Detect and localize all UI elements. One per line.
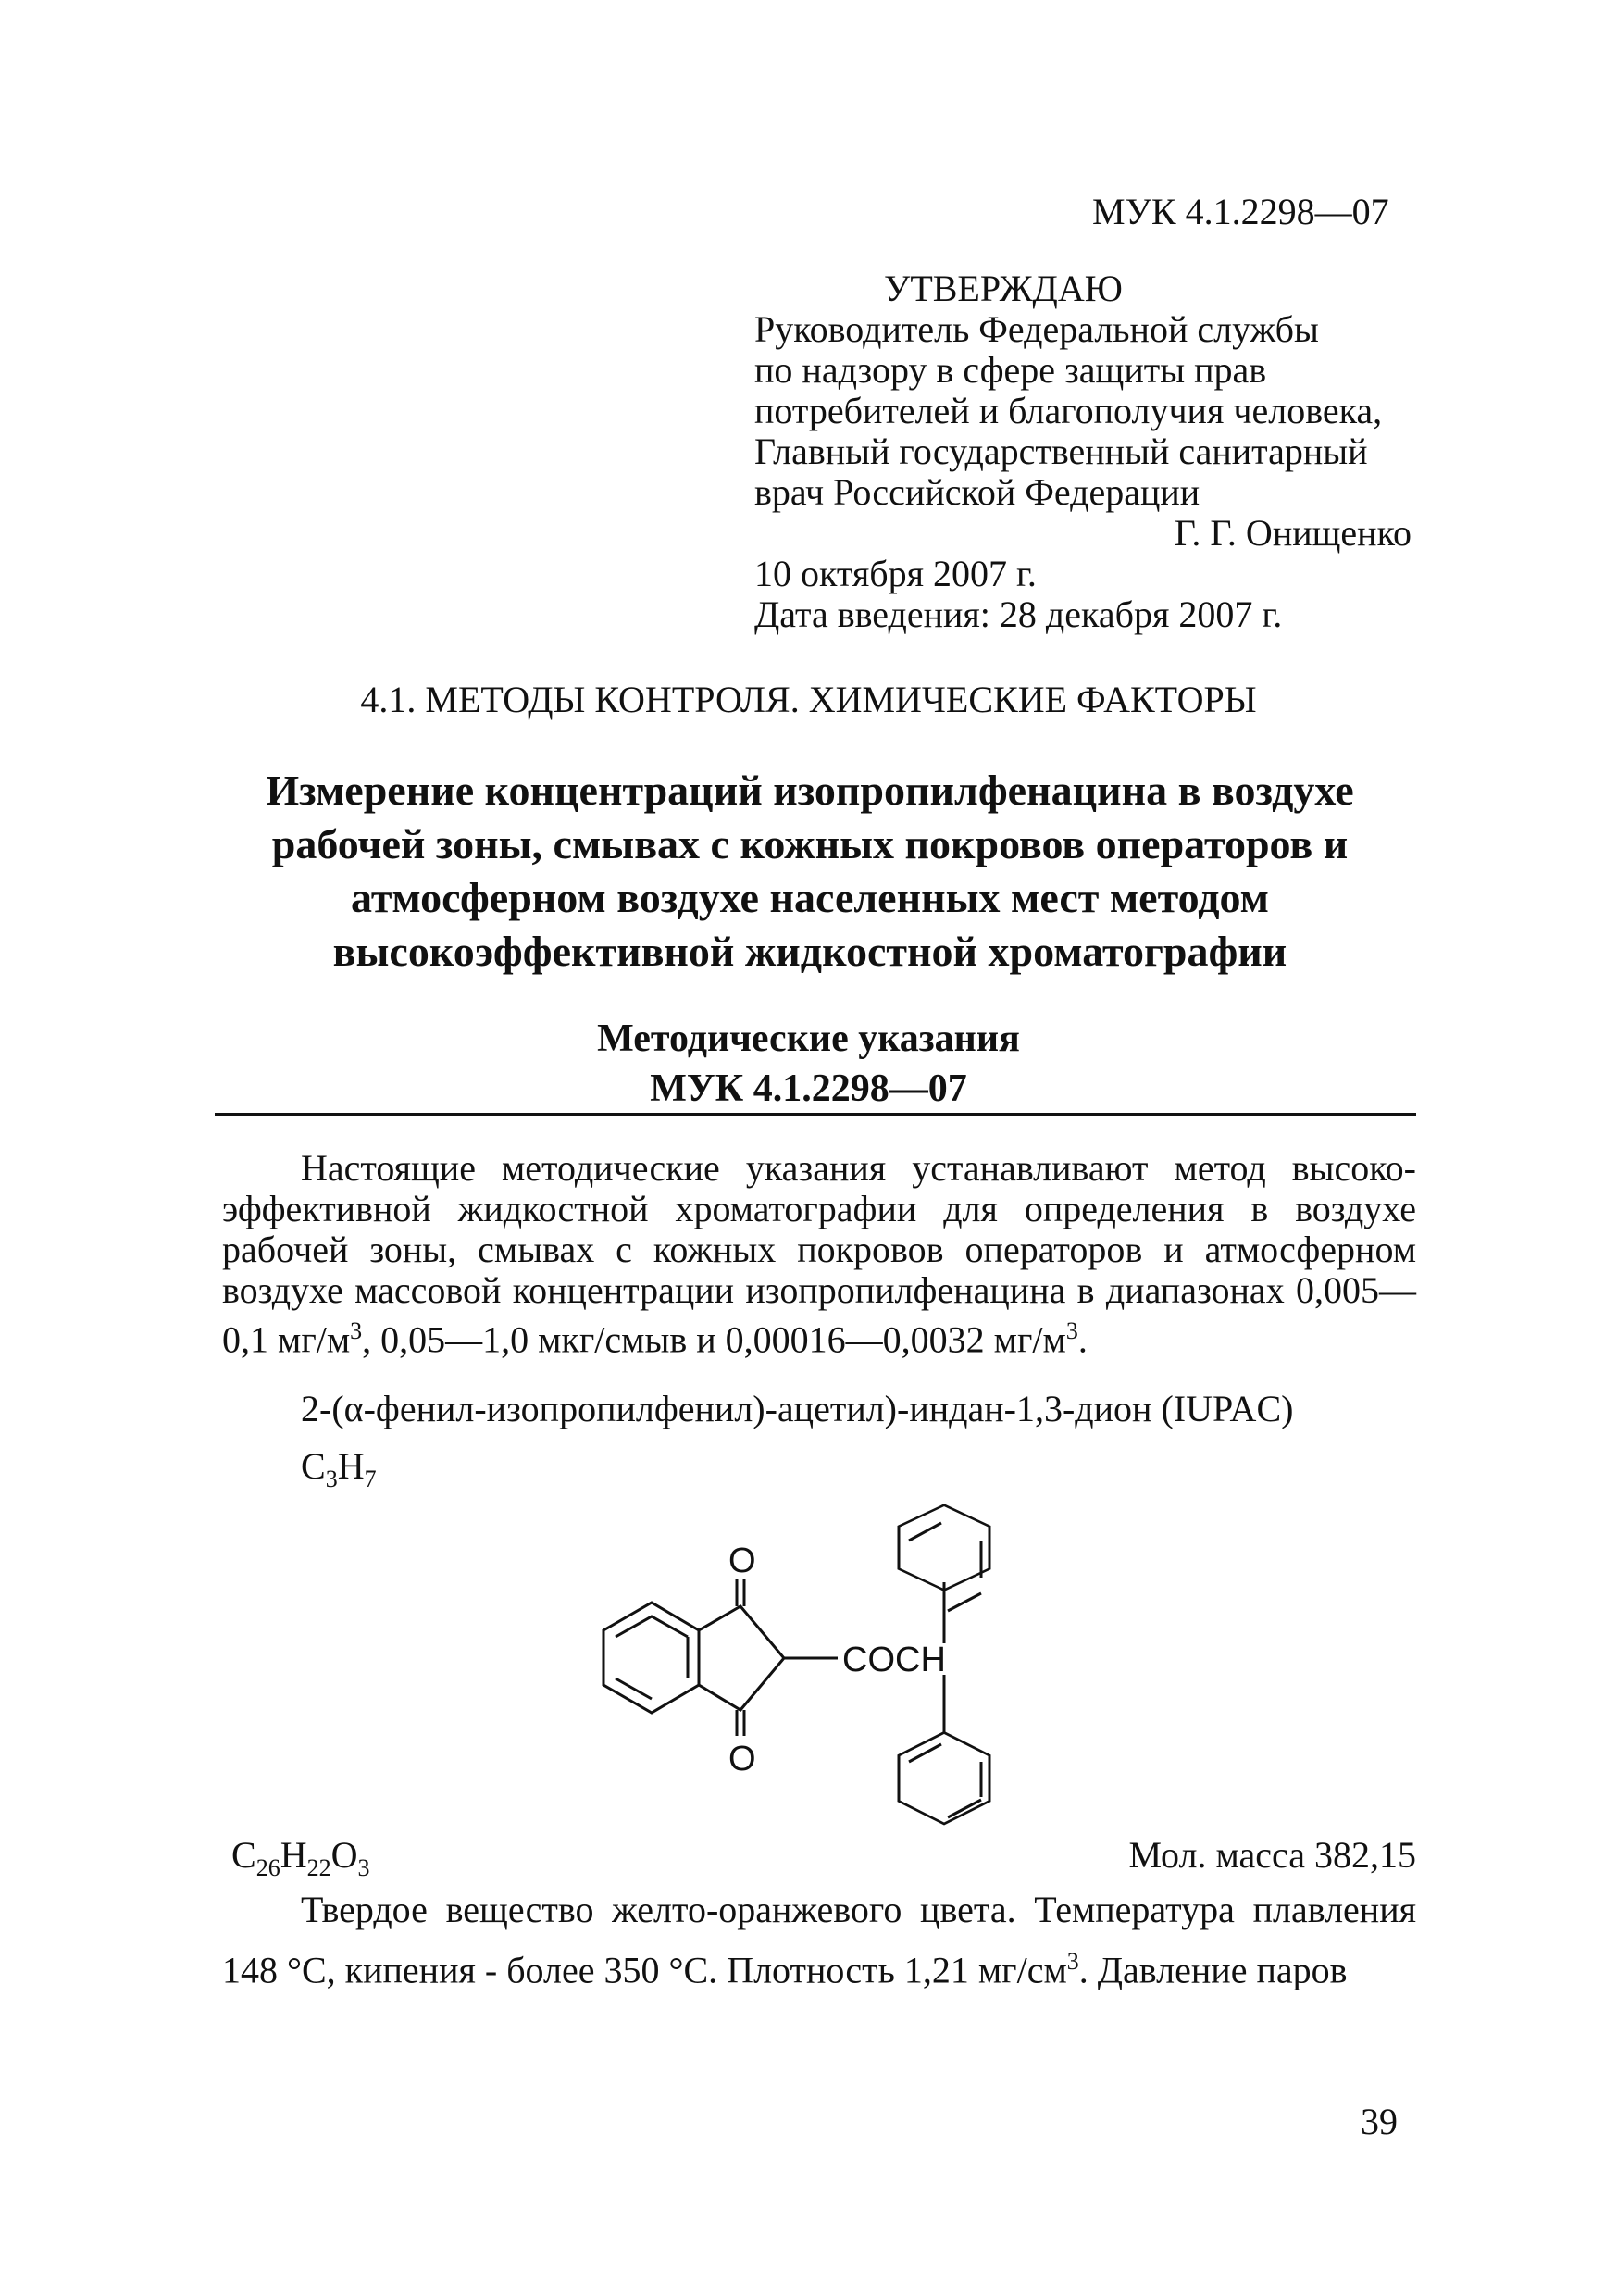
document-code: МУК 4.1.2298—07 xyxy=(1092,191,1389,232)
document-subtitle xyxy=(0,1014,1617,1114)
phenyl-ring xyxy=(899,1732,989,1824)
approval-heading: УТВЕРЖДАЮ xyxy=(884,268,1123,309)
molecular-mass: Мол. масса 382,15 xyxy=(1128,1834,1416,1876)
substituent-formula xyxy=(301,1444,377,1493)
title-line: Измерение концентраций изопропилфенацина в воздухе xyxy=(266,767,1354,814)
subtitle-code: МУК 4.1.2298—07 xyxy=(650,1067,967,1110)
subscript: 3 xyxy=(325,1466,338,1492)
iupac-name: 2-(α-фенил-изопропилфенил)-ацетил)-индан-1,3-дион (IUPAC) xyxy=(301,1388,1294,1429)
five-membered-ring xyxy=(699,1606,784,1710)
properties-text: Твердое вещество желто-оранжевого цвета. Температура плавления 148 °С, кипения - более 350 °С. Плотность 1,21 мг/см xyxy=(222,1889,1416,1991)
element-symbol: C xyxy=(231,1834,256,1876)
oxygen-label: O xyxy=(728,1740,756,1778)
title-line: высокоэффективной жидкостной хроматографии xyxy=(332,928,1287,975)
approval-line: Главный государственный санитарный xyxy=(754,430,1368,472)
element-symbol: H xyxy=(280,1834,307,1876)
approval-date: 10 октября 2007 г. xyxy=(754,553,1037,594)
subscript: 3 xyxy=(357,1854,370,1881)
element-symbol: H xyxy=(337,1445,365,1487)
oxygen-label: O xyxy=(728,1541,756,1580)
acyl-group-label: COCH xyxy=(842,1641,946,1679)
signatory-name: Г. Г. Онищенко xyxy=(1174,512,1412,554)
introduction-date: Дата введения: 28 декабря 2007 г. xyxy=(754,593,1283,635)
aromatic-bond xyxy=(909,1523,941,1541)
element-symbol: C xyxy=(301,1445,326,1487)
phenyl-ring xyxy=(899,1505,989,1591)
intro-paragraph xyxy=(222,1148,1416,1360)
approval-line: Руководитель Федеральной службы xyxy=(754,308,1319,350)
approval-line: потребителей и благополучия человека, xyxy=(754,390,1383,431)
title-line: атмосферном воздухе населенных мест методом xyxy=(351,874,1269,921)
title-line: рабочей зоны, смывах с кожных покровов операторов и xyxy=(271,820,1349,867)
subscript: 7 xyxy=(364,1466,377,1492)
approval-block xyxy=(754,268,1412,635)
aromatic-bond xyxy=(616,1616,688,1637)
document-title xyxy=(139,764,1481,979)
element-symbol: O xyxy=(330,1834,358,1876)
page-number: 39 xyxy=(1361,2101,1398,2142)
molecular-formula xyxy=(231,1833,369,1882)
subscript: 26 xyxy=(255,1854,280,1881)
structural-formula xyxy=(574,1491,1055,1833)
section-heading: 4.1. МЕТОДЫ КОНТРОЛЯ. ХИМИЧЕСКИЕ ФАКТОРЫ xyxy=(360,679,1257,720)
horizontal-rule xyxy=(215,1113,1416,1116)
intro-text: . xyxy=(1077,1318,1088,1361)
properties-paragraph xyxy=(222,1884,1416,1996)
approval-line: по надзору в сфере защиты прав xyxy=(754,349,1267,391)
subtitle-type: Методические указания xyxy=(597,1017,1020,1060)
superscript: 3 xyxy=(350,1317,363,1344)
superscript: 3 xyxy=(1066,1948,1079,1975)
approval-line: врач Российской Федерации xyxy=(754,471,1200,513)
intro-text: Настоящие методические указания устанавливают метод высоко-эффективной жидкостной хроматографии для определения в воздухе рабочей зоны, смывах с кожных покровов операторов и атмосферном воздухе массовой концентрации изопропилфенацина в диапазонах 0,005—0,1 мг/м xyxy=(222,1147,1416,1361)
aromatic-bond xyxy=(948,1593,981,1611)
properties-text: . Давление паров xyxy=(1078,1949,1348,1991)
subscript: 22 xyxy=(306,1854,331,1881)
intro-text: , 0,05—1,0 мкг/смыв и 0,00016—0,0032 мг/м xyxy=(362,1318,1066,1361)
benzene-ring xyxy=(603,1603,699,1713)
superscript: 3 xyxy=(1065,1317,1078,1344)
